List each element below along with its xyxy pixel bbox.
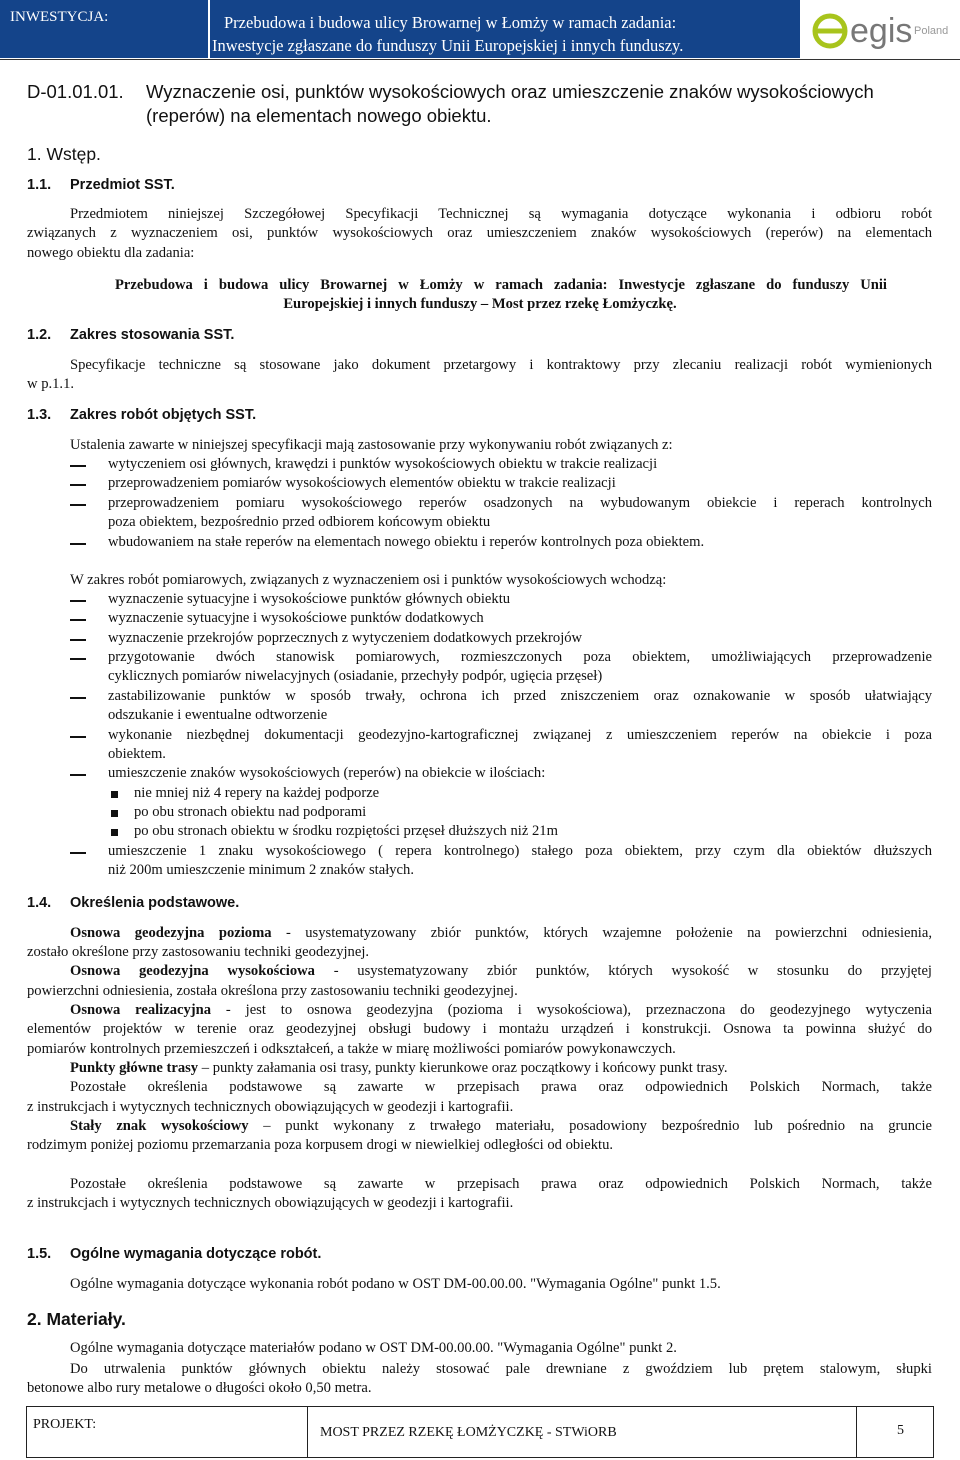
doc-code: D-01.01.01. xyxy=(27,81,124,102)
section-1-2-heading: Zakres stosowania SST. xyxy=(70,327,235,343)
list-item: przygotowanie dwóch stanowisk pomiarowych, rozmieszczonych poza obiektem, umożliwiających przeprowadzenie xyxy=(108,649,932,665)
section-1-2-number: 1.2. xyxy=(27,327,52,343)
definition-6: Stały znak wysokościowy – punkt wykonany z trwałego materiału, posadowiony bezpośrednio lub pośrednio na gruncie xyxy=(70,1118,933,1134)
page-number: 5 xyxy=(897,1423,904,1438)
list-item: wbudowaniem na stałe reperów na elementach nowego obiektu i reperów kontrolnych poza obiektem. xyxy=(108,534,705,550)
footer-name-cell xyxy=(308,1407,857,1457)
list-item: wyznaczenie sytuacyjne i wysokościowe punktów dodatkowych xyxy=(108,610,484,626)
task-line1: Przebudowa i budowa ulicy Browarnej w Łomży w ramach zadania: Inwestycje zgłaszane do funduszy Unii xyxy=(115,277,887,293)
definition-5-cont: z instrukcjach i wytycznych technicznych obowiązujących w geodezji i kartografii. xyxy=(27,1099,514,1115)
header-divider xyxy=(0,59,960,60)
egis-logo xyxy=(806,0,960,58)
task-line2: Europejskiej i innych funduszy – Most przez rzekę Łomżyczkę. xyxy=(283,296,677,312)
definition-1: Osnowa geodezyjna pozioma - usystematyzowany zbiór punktów, których wzajemne położenie na powierzchni odniesienia, xyxy=(70,925,932,941)
list-item: wyznaczenie przekrojów poprzecznych z wytyczeniem dodatkowych przekrojów xyxy=(108,630,583,646)
list-item-cont: cyklicznych pomiarów niwelacyjnych (osiadanie, przechyły podpór, ugięcia przęseł) xyxy=(108,668,603,684)
p4: W zakres robót pomiarowych, związanych z wyznaczeniem osi i punktów wysokościowych wchodzą: xyxy=(70,572,667,588)
bullet-dash xyxy=(70,774,86,776)
page-footer xyxy=(26,1406,934,1458)
list-item: wytyczeniem osi głównych, krawędzi i punktów wysokościowych obiektu w trakcie realizacji xyxy=(108,456,658,472)
bullet-dash xyxy=(70,504,86,506)
header-investment-cell xyxy=(0,0,208,58)
p1-line2: związanych z wyznaczeniem osi, punktów wysokościowych oraz umieszczeniem znaków wysokościowych (reperów) na elementach xyxy=(27,225,932,241)
sub-list-item: po obu stronach obiektu w środku rozpiętości przęseł dłuższych niż 21m xyxy=(134,823,558,839)
bullet-dash xyxy=(70,697,86,699)
p15: Ogólne wymagania dotyczące wykonania robót podano w OST DM-00.00.00. "Wymagania Ogólne" punkt 1.5. xyxy=(70,1276,721,1292)
header-investment-label: INWESTYCJA: xyxy=(10,9,109,25)
bullet-dash xyxy=(70,736,86,738)
list-item: zastabilizowanie punktów w sposób trwały, ochrona ich przed zniszczeniem oraz oznakowanie w sposób ułatwiający xyxy=(108,688,932,704)
definition-2-cont: powierzchni odniesienia, została określona przy zastosowaniu techniki geodezyjnej. xyxy=(27,983,518,999)
p21: Ogólne wymagania dotyczące materiałów podano w OST DM-00.00.00. "Wymagania Ogólne" punkt 2. xyxy=(70,1340,677,1356)
section-2-heading: 2. Materiały. xyxy=(27,1309,126,1329)
list-item: wyznaczenie sytuacyjne i wysokościowe punktów głównych obiektu xyxy=(108,591,511,607)
sub-list-item: po obu stronach obiektu nad podporami xyxy=(134,804,367,820)
section-1-5-heading: Ogólne wymagania dotyczące robót. xyxy=(70,1246,322,1262)
section-1-4-heading: Określenia podstawowe. xyxy=(70,895,240,911)
section-1-3-number: 1.3. xyxy=(27,407,52,423)
bullet-dash xyxy=(70,600,86,602)
list-item-cont: poza obiektem, bezpośrednio przed odbiorem końcowym obiektu xyxy=(108,514,491,530)
logo-subtext: Poland xyxy=(914,25,949,37)
bullet-square xyxy=(111,810,118,817)
section-1-heading: 1. Wstęp. xyxy=(27,144,101,164)
footer-project-cell xyxy=(27,1407,308,1457)
section-1-1-number: 1.1. xyxy=(27,177,52,193)
definition-4: Punkty główne trasy – punkty załamania osi trasy, punkty kierunkowe oraz początkowy i końcowy punkt trasy. xyxy=(70,1060,728,1076)
p22-line1: Do utrwalenia punktów głównych obiektu należy stosować pale drewniane z gwoździem lub prętem stalowym, słupki xyxy=(70,1361,932,1377)
footer-page-cell xyxy=(857,1407,933,1457)
definition-7-cont: z instrukcjach i wytycznych technicznych obowiązujących w geodezji i kartografii. xyxy=(27,1195,514,1211)
definition-5: Pozostałe określenia podstawowe są zawarte w przepisach prawa oraz odpowiednich Polskich Normach, także xyxy=(70,1079,932,1095)
egis-logo-icon xyxy=(806,0,960,58)
term: Punkty główne trasy xyxy=(70,1060,199,1076)
list-item: przeprowadzeniem pomiaru wysokościowego reperów osadzonych na wybudowanym obiekcie i reperach kontrolnych xyxy=(108,495,932,511)
definition-7: Pozostałe określenia podstawowe są zawarte w przepisach prawa oraz odpowiednich Polskich Normach, także xyxy=(70,1176,932,1192)
logo-text: egis xyxy=(850,12,913,50)
term: Osnowa realizacyjna xyxy=(70,1002,212,1018)
doc-title-line1: Wyznaczenie osi, punktów wysokościowych oraz umieszczenie znaków wysokościowych xyxy=(146,81,874,102)
list-item-cont: odszukanie i ewentualne odtworzenie xyxy=(108,707,328,723)
term: Osnowa geodezyjna pozioma xyxy=(70,925,272,941)
definition-3: Osnowa realizacyjna - jest to osnowa geodezyjna (pozioma i wysokościowa), przeznaczona do geodezyjnego wytyczenia xyxy=(70,1002,932,1018)
section-1-5-number: 1.5. xyxy=(27,1246,52,1262)
list-item: wykonanie niezbędnej dokumentacji geodezyjno-kartograficznej związanej z umieszczeniem reperów na obiekcie i poza xyxy=(108,727,932,743)
header-title-line1: Przebudowa i budowa ulicy Browarnej w Łomży w ramach zadania: xyxy=(224,13,677,32)
footer-project-label: PROJEKT: xyxy=(33,1417,97,1432)
bullet-dash xyxy=(70,619,86,621)
definition-3-cont: elementów projektów w terenie oraz geodezyjnej obsługi budowy i montażu urządzeń i konstrukcji. Osnowa ta powinna służyć do xyxy=(27,1021,932,1037)
bullet-dash xyxy=(70,543,86,545)
bullet-square xyxy=(111,791,118,798)
term: Osnowa geodezyjna wysokościowa xyxy=(70,963,315,979)
list-item-cont: niż 200m umieszczenie minimum 2 znaków stałych. xyxy=(108,862,414,878)
p2-line1: Specyfikacje techniczne są stosowane jako dokument przetargowy i kontraktowy przy zlecaniu realizacji robót wymienionych xyxy=(70,357,932,373)
section-1-4-number: 1.4. xyxy=(27,895,52,911)
header-title-line2: Inwestycje zgłaszane do funduszy Unii Europejskiej i innych funduszy. xyxy=(212,36,684,55)
bullet-square xyxy=(111,829,118,836)
p2-line2: w p.1.1. xyxy=(27,376,75,392)
sub-list-item: nie mniej niż 4 repery na każdej podporze xyxy=(134,785,380,801)
bullet-dash xyxy=(70,852,86,854)
definition-3-cont: pomiarów kontrolnych przemieszczeń i odkształceń, a także w miarę możliwości pomiarów powykonawczych. xyxy=(27,1041,676,1057)
list-item-cont: obiektem. xyxy=(108,746,166,762)
header-title-cell xyxy=(210,0,800,58)
definition-2: Osnowa geodezyjna wysokościowa - usystematyzowany zbiór punktów, których wysokość w stosunku do przyjętej xyxy=(70,963,932,979)
p3: Ustalenia zawarte w niniejszej specyfikacji mają zastosowanie przy wykonywaniu robót związanych z: xyxy=(70,437,673,453)
p1-line3: nowego obiektu dla zadania: xyxy=(27,245,195,261)
bullet-dash xyxy=(70,639,86,641)
doc-title-line2: (reperów) na elementach nowego obiektu. xyxy=(146,105,492,126)
bullet-dash xyxy=(70,658,86,660)
p22-line2: betonowe albo rury metalowe o długości około 0,50 metra. xyxy=(27,1380,372,1396)
p1-line1: Przedmiotem niniejszej Szczegółowej Specyfikacji Technicznej są wymagania dotyczące wykonania i odbioru robót xyxy=(70,206,932,222)
list-item: umieszczenie 1 znaku wysokościowego ( repera kontrolnego) stałego poza obiektem, przy czym dla obiektów dłuższych xyxy=(108,843,932,859)
definition-1-cont: zostało określone przy zastosowaniu techniki geodezyjnej. xyxy=(27,944,370,960)
page-header xyxy=(0,0,960,60)
term: Stały znak wysokościowy xyxy=(70,1118,249,1134)
definition-6-cont: rodzimym poniżej poziomu przemarzania poza korpusem drogi w niewielkiej odległości od obiektu. xyxy=(27,1137,614,1153)
section-1-1-heading: Przedmiot SST. xyxy=(70,177,175,193)
footer-project-name: MOST PRZEZ RZEKĘ ŁOMŻYCZKĘ - STWiORB xyxy=(320,1425,617,1440)
list-item: przeprowadzeniem pomiarów wysokościowych elementów obiektu w trakcie realizacji xyxy=(108,475,616,491)
bullet-dash xyxy=(70,484,86,486)
bullet-dash xyxy=(70,465,86,467)
list-item: umieszczenie znaków wysokościowych (reperów) na obiekcie w ilościach: xyxy=(108,765,546,781)
section-1-3-heading: Zakres robót objętych SST. xyxy=(70,407,257,423)
